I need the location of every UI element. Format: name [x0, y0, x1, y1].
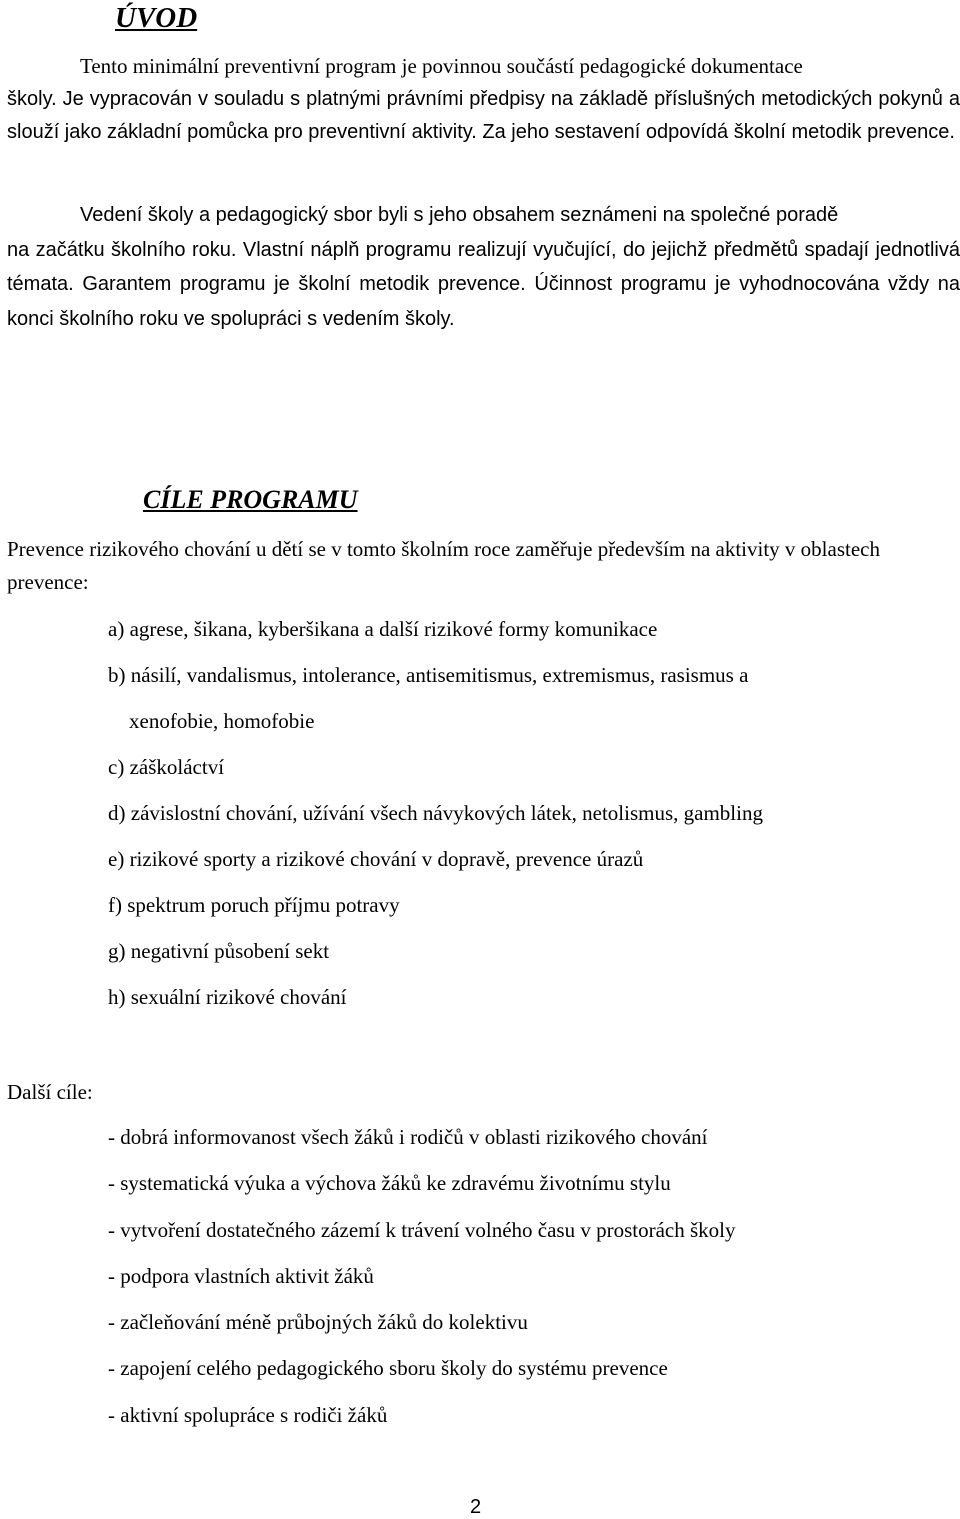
intro-paragraph-2-rest: na začátku školního roku. Vlastní náplň programu realizují vyučující, do jejichž předmětů spadají jednotlivá témata. Garantem programu je školní metodik prevence. Účinnost programu je vyhodnocována vždy na konci školního roku ve spolupráci s vedením školy. — [7, 238, 960, 330]
section-title-uvod: ÚVOD — [115, 2, 198, 34]
other-goals-list — [108, 1122, 735, 1446]
list-item: b) násilí, vandalismus, intolerance, antisemitismus, extremismus, rasismus a — [108, 663, 749, 687]
list-item-continuation: xenofobie, homofobie — [129, 709, 315, 733]
intro-paragraph-1-rest: školy. Je vypracován v souladu s platnými právními předpisy na základě příslušných metodických pokynů a slouží jako základní pomůcka pro preventivní aktivity. Za jeho sestavení odpovídá školní metodik prevence. — [7, 88, 960, 143]
list-item: - vytvoření dostatečného zázemí k trávení volného času v prostorách školy — [108, 1217, 736, 1242]
goals-intro-text: Prevence rizikového chování u dětí se v tomto školním roce zaměřuje především na aktivity v oblastech prevence: — [7, 537, 880, 594]
list-item: c) záškoláctví — [108, 755, 225, 779]
list-item: e) rizikové sporty a rizikové chování v dopravě, prevence úrazů — [108, 847, 644, 871]
intro-paragraph-1-first-line: Tento minimální preventivní program je povinnou součástí pedagogické dokumentace — [80, 54, 803, 78]
section-title-cile-programu: CÍLE PROGRAMU — [143, 485, 358, 514]
list-item: a) agrese, šikana, kyberšikana a další rizikové formy komunikace — [108, 617, 658, 641]
list-item: d) závislostní chování, užívání všech návykových látek, netolismus, gambling — [108, 801, 763, 825]
list-item: h) sexuální rizikové chování — [108, 985, 347, 1009]
list-item: f) spektrum poruch příjmu potravy — [108, 893, 400, 917]
list-item: - aktivní spolupráce s rodiči žáků — [108, 1402, 388, 1427]
list-item: - zapojení celého pedagogického sboru školy do systému prevence — [108, 1356, 668, 1381]
list-item: g) negativní působení sekt — [108, 939, 330, 963]
list-item: - dobrá informovanost všech žáků i rodičů v oblasti rizikového chování — [108, 1125, 708, 1149]
list-item: - začleňování méně průbojných žáků do kolektivu — [108, 1310, 528, 1335]
list-item: - systematická výuka a výchova žáků ke zdravému životnímu stylu — [108, 1171, 671, 1196]
list-item: - podpora vlastních aktivit žáků — [108, 1263, 374, 1288]
intro-paragraph-1 — [7, 50, 960, 149]
other-goals-label: Další cíle: — [7, 1080, 93, 1104]
risk-areas-list — [108, 614, 763, 1028]
intro-paragraph-2-first-line: Vedení školy a pedagogický sbor byli s jeho obsahem seznámeni na společné poradě — [80, 204, 839, 226]
page-number: 2 — [470, 1496, 482, 1518]
intro-paragraph-2 — [7, 198, 960, 336]
